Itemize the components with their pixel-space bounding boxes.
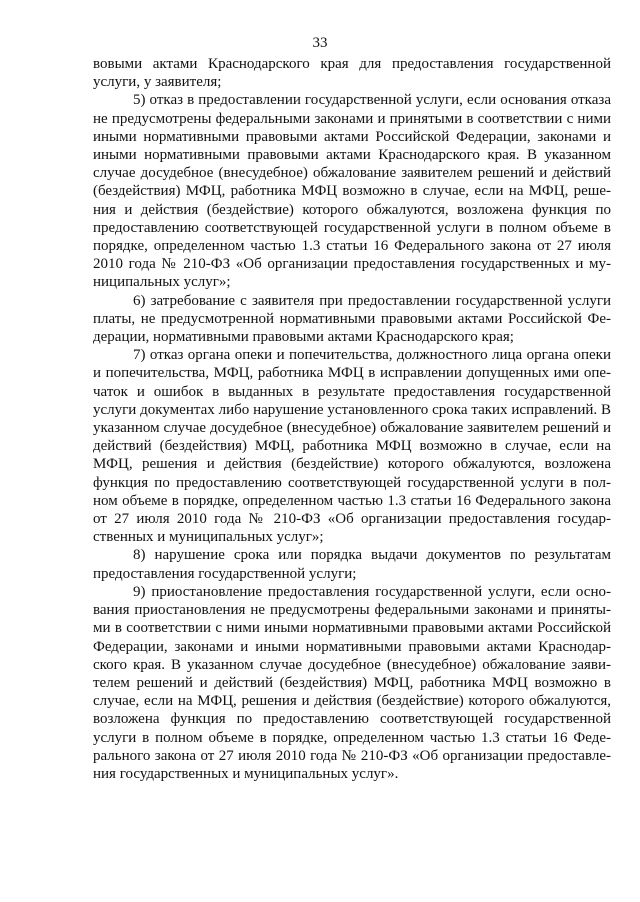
paragraph-item-9: 9) приостановление предоставления государственной услуги, если основания приостановления не предусмотрены федеральными законами и принятыми в соответствии с ними иными нормативными правовыми актами Российской Федерации, законами и иными нормативными правовыми актами Краснодарского края. В указанном случае досудебное (внесудебное) обжалование заявителем решений и действий (бездействия) МФЦ, работника МФЦ возможно в случае, если на МФЦ, решения и действия (бездействие) которого обжалуются, возложена функция по предоставлению соответствующей государственной услуги в полном объеме в порядке, определенном частью 1.3 статьи 16 Федерального закона от 27 июля 2010 года № 210-ФЗ «Об организации предоставления государственных и муниципальных услуг». — [93, 583, 611, 782]
paragraph-item-5: 5) отказ в предоставлении государственной услуги, если основания отказа не предусмотрены федеральными законами и принятыми в соответствии с ними иными нормативными правовыми актами Российской Федерации, законами и иными нормативными правовыми актами Краснодарского края. В указанном случае досудебное (внесудебное) обжалование заявителем решений и действий (бездействия) МФЦ, работника МФЦ возможно в случае, если на МФЦ, решения и действия (бездействие) которого обжалуются, возложена функция по предоставлению соответствующей государственной услуги в полном объеме в порядке, определенном частью 1.3 статьи 16 Федерального закона от 27 июля 2010 года № 210-ФЗ «Об организации предоставления государственных и муниципальных услуг»; — [93, 92, 611, 291]
page-number: 33 — [312, 35, 328, 51]
paragraph-item-6: 6) затребование с заявителя при предоставлении государственной услуги платы, не предусмотренной нормативными правовыми актами Российской Федерации, нормативными правовыми актами Краснодарского края; — [93, 292, 611, 346]
paragraph-item-8: 8) нарушение срока или порядка выдачи документов по результатам предоставления государственной услуги; — [93, 547, 611, 582]
document-body — [93, 55, 611, 783]
paragraph-item-7: 7) отказ органа опеки и попечительства, должностного лица органа опеки и попечительства, МФЦ, работника МФЦ в исправлении допущенных ими опечаток и ошибок в выданных в результате предоставления государственной услуги документах либо нарушение установленного срока таких исправлений. В указанном случае досудебное (внесудебное) обжалование заявителем решений и действий (бездействия) МФЦ, работника МФЦ возможно в случае, если на МФЦ, решения и действия (бездействие) которого обжалуются, возложена функция по предоставлению соответствующей государственной услуги в полном объеме в порядке, определенном частью 1.3 статьи 16 Федерального закона от 27 июля 2010 года № 210-ФЗ «Об организации предоставления государственных и муниципальных услуг»; — [93, 347, 611, 546]
paragraph-continuation: вовыми актами Краснодарского края для предоставления государственной услуги, у заявителя; — [93, 56, 611, 91]
